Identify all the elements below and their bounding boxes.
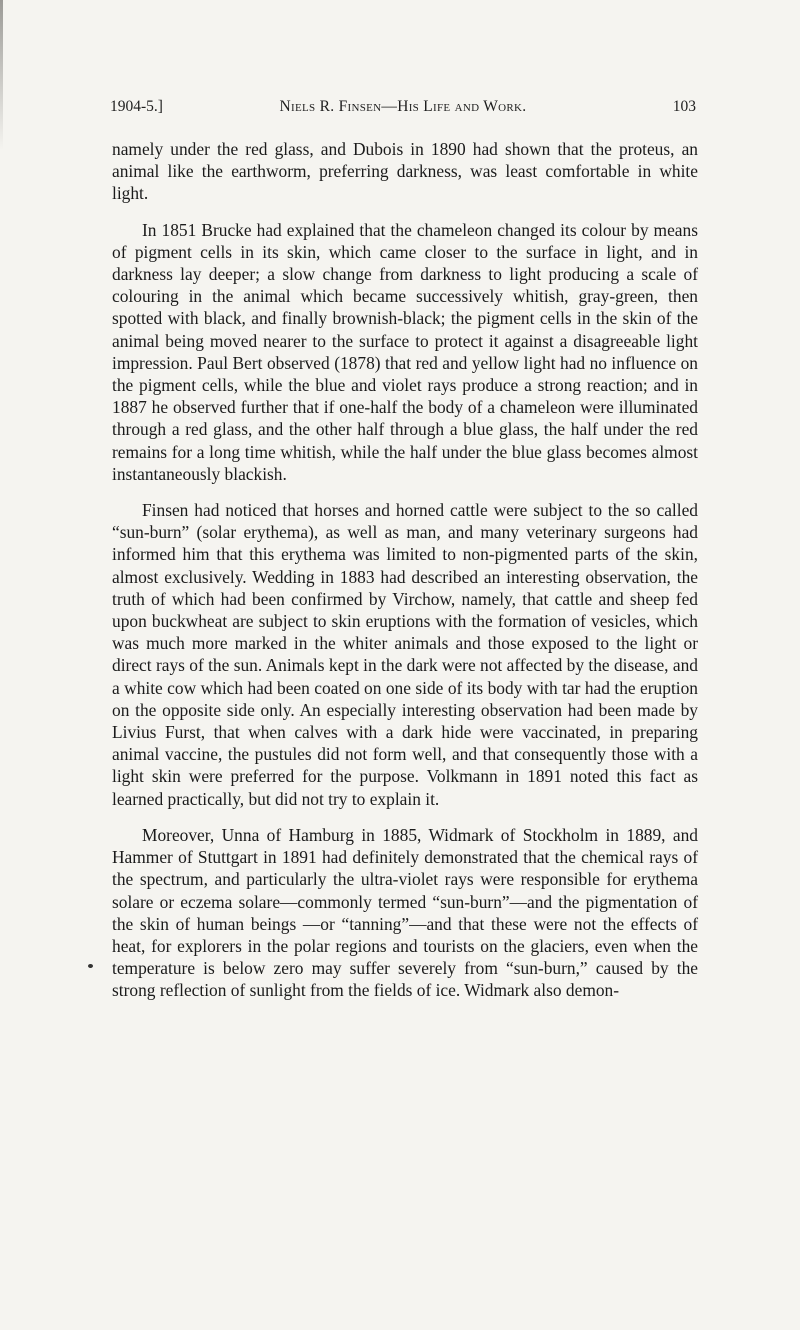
page-edge-shadow <box>0 0 3 150</box>
ink-speck <box>88 964 93 968</box>
paragraph-chameleon: In 1851 Brucke had explained that the chameleon changed its colour by means of pigment cells in its skin, which came closer to the surface in light, and in darkness lay deeper; a slow change from darkness to light producing a scale of colouring in the animal which became successively whitish, gray-green, then spotted with black, and finally brownish-black; the pigment cells in the skin of the animal being moved nearer to the surface to protect it against a disagreeable light impression. Paul Bert observed (1878) that red and yellow light had no influence on the pigment cells, while the blue and violet rays produce a strong reaction; and in 1887 he observed further that if one-half the body of a chameleon were illuminated through a red glass, and the other half through a blue glass, the half under the red remains for a long time whitish, while the half under the blue glass becomes almost instantaneously blackish. <box>112 219 698 484</box>
body-text <box>112 138 698 1016</box>
paragraph-continued: namely under the red glass, and Dubois in 1890 had shown that the proteus, an animal like the earthworm, preferring darkness, was least comfortable in white light. <box>112 139 698 204</box>
running-head-title: Niels R. Finsen—His Life and Work. <box>279 98 527 115</box>
paragraph-sun-burn-cattle: Finsen had noticed that horses and horned cattle were subject to the so called “sun-burn” (solar erythema), as well as man, and many veterinary surgeons had informed him that this erythema was limited to non-pigmented parts of the skin, almost exclusively. Wedding in 1883 had described an interesting observation, the truth of which had been confirmed by Virchow, namely, that cattle and sheep fed upon buckwheat are subject to skin eruptions with the formation of vesicles, which was much more marked in the whiter animals and those exposed to the light or direct rays of the sun. Animals kept in the dark were not affected by the disease, and a white cow which had been coated on one side of its body with tar had the eruption on the opposite side only. An especially interesting observation had been made by Livius Furst, that when calves with a dark hide were vaccinated, in preparing animal vaccine, the pustules did not form well, and that consequently those with a light skin were preferred for the purpose. Volkmann in 1891 noted this fact as learned practically, but did not try to explain it. <box>112 500 698 809</box>
running-head <box>110 96 696 118</box>
paragraph-chemical-rays: Moreover, Unna of Hamburg in 1885, Widmark of Stockholm in 1889, and Hammer of Stuttgart in 1891 had definitely demonstrated that the chemical rays of the spectrum, and particularly the ultra-violet rays were responsible for erythema solare or eczema solare—commonly termed “sun-burn”—and the pigmentation of the skin of human beings —or “tanning”—and that these were not the effects of heat, for explorers in the polar regions and tourists on the glaciers, even when the temperature is below zero may suffer severely from “sun-burn,” caused by the strong reflection of sunlight from the fields of ice. Widmark also demon- <box>112 824 698 1001</box>
page-number: 103 <box>672 98 696 115</box>
running-head-date: 1904-5.] <box>110 98 163 115</box>
